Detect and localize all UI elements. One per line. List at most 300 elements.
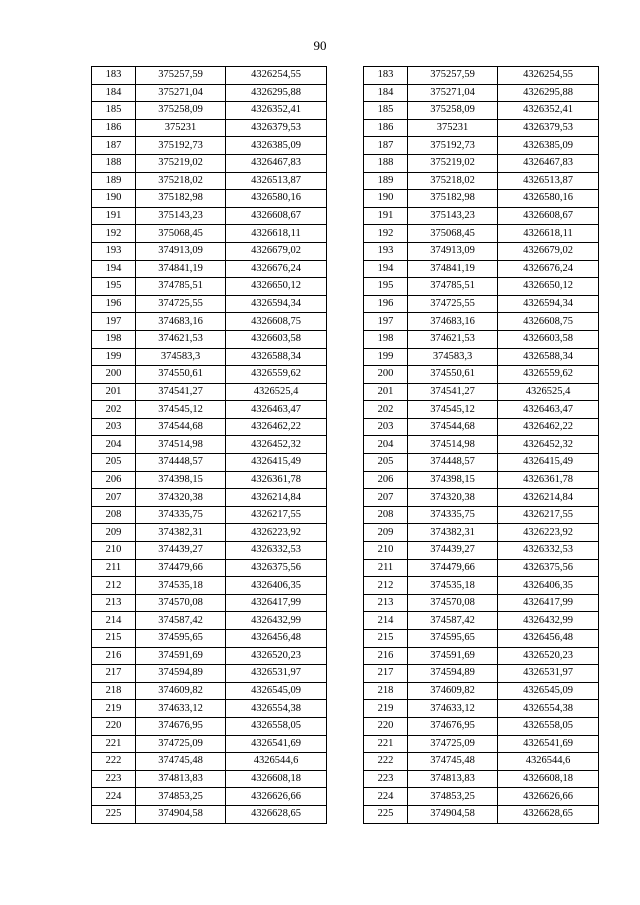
x-coordinate-cell: 374813,83 [136,770,226,788]
table-row [364,612,599,630]
y-coordinate-cell: 4326361,78 [226,471,327,489]
table-row [364,190,599,208]
y-coordinate-cell: 4326580,16 [498,190,599,208]
x-coordinate-cell: 374545,12 [408,401,498,419]
table-row [92,295,327,313]
table-row [92,401,327,419]
table-row [92,119,327,137]
x-coordinate-cell: 374591,69 [136,647,226,665]
y-coordinate-cell: 4326608,18 [498,770,599,788]
x-coordinate-cell: 374439,27 [408,542,498,560]
x-coordinate-cell: 374676,95 [136,717,226,735]
point-number-cell: 188 [92,154,136,172]
x-coordinate-cell: 374448,57 [136,454,226,472]
y-coordinate-cell: 4326462,22 [226,418,327,436]
table-row [364,577,599,595]
x-coordinate-cell: 375257,59 [136,67,226,85]
y-coordinate-cell: 4326531,97 [498,665,599,683]
table-row [92,383,327,401]
y-coordinate-cell: 4326254,55 [498,67,599,85]
y-coordinate-cell: 4326462,22 [498,418,599,436]
y-coordinate-cell: 4326456,48 [498,630,599,648]
y-coordinate-cell: 4326214,84 [226,489,327,507]
x-coordinate-cell: 374841,19 [136,260,226,278]
x-coordinate-cell: 374335,75 [408,506,498,524]
point-number-cell: 190 [364,190,408,208]
point-number-cell: 194 [92,260,136,278]
point-number-cell: 205 [92,454,136,472]
table-row [92,805,327,823]
x-coordinate-cell: 374514,98 [136,436,226,454]
x-coordinate-cell: 374621,53 [136,330,226,348]
y-coordinate-cell: 4326541,69 [498,735,599,753]
y-coordinate-cell: 4326608,18 [226,770,327,788]
x-coordinate-cell: 374448,57 [408,454,498,472]
table-row [364,506,599,524]
point-number-cell: 208 [92,506,136,524]
point-number-cell: 204 [92,436,136,454]
y-coordinate-cell: 4326467,83 [498,154,599,172]
x-coordinate-cell: 374583,3 [408,348,498,366]
y-coordinate-cell: 4326608,75 [226,313,327,331]
point-number-cell: 186 [92,119,136,137]
point-number-cell: 204 [364,436,408,454]
table-row [92,524,327,542]
point-number-cell: 213 [92,594,136,612]
point-number-cell: 223 [364,770,408,788]
x-coordinate-cell: 375219,02 [408,154,498,172]
point-number-cell: 195 [92,278,136,296]
point-number-cell: 221 [92,735,136,753]
point-number-cell: 205 [364,454,408,472]
x-coordinate-cell: 375182,98 [408,190,498,208]
y-coordinate-cell: 4326463,47 [226,401,327,419]
x-coordinate-cell: 374570,08 [136,594,226,612]
x-coordinate-cell: 374591,69 [408,647,498,665]
point-number-cell: 209 [364,524,408,542]
point-number-cell: 192 [92,225,136,243]
y-coordinate-cell: 4326406,35 [498,577,599,595]
point-number-cell: 218 [364,682,408,700]
y-coordinate-cell: 4326650,12 [226,278,327,296]
y-coordinate-cell: 4326545,09 [226,682,327,700]
y-coordinate-cell: 4326214,84 [498,489,599,507]
y-coordinate-cell: 4326375,56 [226,559,327,577]
table-row [92,154,327,172]
y-coordinate-cell: 4326545,09 [498,682,599,700]
point-number-cell: 218 [92,682,136,700]
table-row [364,471,599,489]
point-number-cell: 191 [364,207,408,225]
table-row [364,753,599,771]
x-coordinate-cell: 375258,09 [408,102,498,120]
point-number-cell: 224 [92,788,136,806]
y-coordinate-cell: 4326352,41 [498,102,599,120]
x-coordinate-cell: 374595,65 [408,630,498,648]
x-coordinate-cell: 374550,61 [136,366,226,384]
point-number-cell: 184 [364,84,408,102]
x-coordinate-cell: 374541,27 [136,383,226,401]
x-coordinate-cell: 375231 [408,119,498,137]
table-row [92,717,327,735]
point-number-cell: 191 [92,207,136,225]
table-row [92,577,327,595]
point-number-cell: 220 [92,717,136,735]
table-row [364,805,599,823]
x-coordinate-cell: 374398,15 [408,471,498,489]
point-number-cell: 187 [92,137,136,155]
y-coordinate-cell: 4326603,58 [226,330,327,348]
table-row [364,348,599,366]
point-number-cell: 217 [92,665,136,683]
point-number-cell: 219 [92,700,136,718]
point-number-cell: 210 [364,542,408,560]
y-coordinate-cell: 4326559,62 [226,366,327,384]
y-coordinate-cell: 4326295,88 [498,84,599,102]
y-coordinate-cell: 4326679,02 [226,242,327,260]
x-coordinate-cell: 374633,12 [136,700,226,718]
x-coordinate-cell: 375192,73 [136,137,226,155]
point-number-cell: 185 [92,102,136,120]
table-row [364,770,599,788]
x-coordinate-cell: 374320,38 [408,489,498,507]
table-row [92,172,327,190]
point-number-cell: 207 [364,489,408,507]
table-row [364,383,599,401]
table-row [92,735,327,753]
table-row [364,84,599,102]
x-coordinate-cell: 374535,18 [136,577,226,595]
x-coordinate-cell: 374535,18 [408,577,498,595]
point-number-cell: 203 [92,418,136,436]
x-coordinate-cell: 375218,02 [408,172,498,190]
x-coordinate-cell: 374621,53 [408,330,498,348]
y-coordinate-cell: 4326580,16 [226,190,327,208]
x-coordinate-cell: 374676,95 [408,717,498,735]
table-row [364,172,599,190]
y-coordinate-cell: 4326558,05 [226,717,327,735]
table-row [364,260,599,278]
x-coordinate-cell: 374745,48 [136,753,226,771]
table-row [92,207,327,225]
table-row [364,524,599,542]
x-coordinate-cell: 374594,89 [136,665,226,683]
y-coordinate-cell: 4326558,05 [498,717,599,735]
table-row [364,717,599,735]
y-coordinate-cell: 4326520,23 [226,647,327,665]
x-coordinate-cell: 374725,09 [136,735,226,753]
x-coordinate-cell: 374595,65 [136,630,226,648]
x-coordinate-cell: 374633,12 [408,700,498,718]
point-number-cell: 213 [364,594,408,612]
x-coordinate-cell: 375192,73 [408,137,498,155]
point-number-cell: 196 [92,295,136,313]
x-coordinate-cell: 374853,25 [136,788,226,806]
y-coordinate-cell: 4326626,66 [226,788,327,806]
point-number-cell: 210 [92,542,136,560]
x-coordinate-cell: 374570,08 [408,594,498,612]
x-coordinate-cell: 374609,82 [136,682,226,700]
table-row [92,454,327,472]
table-row [364,295,599,313]
point-number-cell: 207 [92,489,136,507]
point-number-cell: 201 [92,383,136,401]
y-coordinate-cell: 4326544,6 [498,753,599,771]
y-coordinate-cell: 4326295,88 [226,84,327,102]
point-number-cell: 208 [364,506,408,524]
table-row [364,207,599,225]
point-number-cell: 197 [92,313,136,331]
x-coordinate-cell: 374904,58 [136,805,226,823]
x-coordinate-cell: 375068,45 [136,225,226,243]
y-coordinate-cell: 4326417,99 [498,594,599,612]
y-coordinate-cell: 4326379,53 [226,119,327,137]
x-coordinate-cell: 374544,68 [136,418,226,436]
point-number-cell: 184 [92,84,136,102]
point-number-cell: 217 [364,665,408,683]
x-coordinate-cell: 375182,98 [136,190,226,208]
x-coordinate-cell: 374683,16 [408,313,498,331]
table-row [364,489,599,507]
point-number-cell: 199 [364,348,408,366]
point-number-cell: 185 [364,102,408,120]
x-coordinate-cell: 374725,09 [408,735,498,753]
table-row [92,559,327,577]
y-coordinate-cell: 4326432,99 [226,612,327,630]
x-coordinate-cell: 374913,09 [408,242,498,260]
table-row [364,225,599,243]
y-coordinate-cell: 4326415,49 [498,454,599,472]
x-coordinate-cell: 374609,82 [408,682,498,700]
point-number-cell: 219 [364,700,408,718]
point-number-cell: 197 [364,313,408,331]
table-row [364,630,599,648]
y-coordinate-cell: 4326361,78 [498,471,599,489]
y-coordinate-cell: 4326217,55 [498,506,599,524]
y-coordinate-cell: 4326417,99 [226,594,327,612]
table-row [92,542,327,560]
y-coordinate-cell: 4326554,38 [226,700,327,718]
point-number-cell: 206 [92,471,136,489]
point-number-cell: 206 [364,471,408,489]
table-row [364,137,599,155]
table-row [92,190,327,208]
y-coordinate-cell: 4326332,53 [226,542,327,560]
point-number-cell: 225 [92,805,136,823]
y-coordinate-cell: 4326385,09 [226,137,327,155]
point-number-cell: 189 [364,172,408,190]
point-number-cell: 202 [364,401,408,419]
y-coordinate-cell: 4326513,87 [498,172,599,190]
point-number-cell: 183 [92,67,136,85]
y-coordinate-cell: 4326452,32 [498,436,599,454]
point-number-cell: 215 [364,630,408,648]
table-row [92,506,327,524]
table-row [92,137,327,155]
y-coordinate-cell: 4326676,24 [226,260,327,278]
table-row [364,700,599,718]
y-coordinate-cell: 4326594,34 [498,295,599,313]
point-number-cell: 188 [364,154,408,172]
x-coordinate-cell: 374725,55 [408,295,498,313]
point-number-cell: 193 [364,242,408,260]
point-number-cell: 200 [92,366,136,384]
table-row [92,682,327,700]
y-coordinate-cell: 4326608,67 [498,207,599,225]
x-coordinate-cell: 374813,83 [408,770,498,788]
x-coordinate-cell: 374479,66 [408,559,498,577]
table-row [92,67,327,85]
y-coordinate-cell: 4326352,41 [226,102,327,120]
x-coordinate-cell: 374439,27 [136,542,226,560]
x-coordinate-cell: 374683,16 [136,313,226,331]
point-number-cell: 211 [92,559,136,577]
x-coordinate-cell: 374853,25 [408,788,498,806]
table-row [364,647,599,665]
x-coordinate-cell: 374544,68 [408,418,498,436]
x-coordinate-cell: 374514,98 [408,436,498,454]
table-row [92,630,327,648]
table-row [364,454,599,472]
y-coordinate-cell: 4326217,55 [226,506,327,524]
point-number-cell: 198 [364,330,408,348]
y-coordinate-cell: 4326541,69 [226,735,327,753]
table-row [92,278,327,296]
page-number: 90 [313,38,327,53]
y-coordinate-cell: 4326467,83 [226,154,327,172]
x-coordinate-cell: 375271,04 [408,84,498,102]
table-row [364,313,599,331]
x-coordinate-cell: 374587,42 [136,612,226,630]
point-number-cell: 212 [364,577,408,595]
table-row [364,366,599,384]
y-coordinate-cell: 4326385,09 [498,137,599,155]
x-coordinate-cell: 374785,51 [136,278,226,296]
coordinates-table-left [91,66,327,824]
coordinates-table-right [363,66,599,824]
y-coordinate-cell: 4326379,53 [498,119,599,137]
x-coordinate-cell: 375218,02 [136,172,226,190]
x-coordinate-cell: 374594,89 [408,665,498,683]
x-coordinate-cell: 375258,09 [136,102,226,120]
x-coordinate-cell: 374745,48 [408,753,498,771]
y-coordinate-cell: 4326531,97 [226,665,327,683]
y-coordinate-cell: 4326650,12 [498,278,599,296]
y-coordinate-cell: 4326513,87 [226,172,327,190]
y-coordinate-cell: 4326628,65 [498,805,599,823]
table-row [92,753,327,771]
y-coordinate-cell: 4326432,99 [498,612,599,630]
table-row [364,682,599,700]
y-coordinate-cell: 4326559,62 [498,366,599,384]
point-number-cell: 223 [92,770,136,788]
table-row [92,665,327,683]
x-coordinate-cell: 375068,45 [408,225,498,243]
y-coordinate-cell: 4326456,48 [226,630,327,648]
x-coordinate-cell: 374913,09 [136,242,226,260]
y-coordinate-cell: 4326452,32 [226,436,327,454]
x-coordinate-cell: 375231 [136,119,226,137]
point-number-cell: 220 [364,717,408,735]
x-coordinate-cell: 374550,61 [408,366,498,384]
table-row [92,225,327,243]
point-number-cell: 189 [92,172,136,190]
table-row [364,594,599,612]
y-coordinate-cell: 4326406,35 [226,577,327,595]
table-row [364,418,599,436]
x-coordinate-cell: 374587,42 [408,612,498,630]
y-coordinate-cell: 4326676,24 [498,260,599,278]
table-row [92,700,327,718]
y-coordinate-cell: 4326463,47 [498,401,599,419]
point-number-cell: 193 [92,242,136,260]
table-row [92,436,327,454]
table-row [364,735,599,753]
table-row [364,102,599,120]
point-number-cell: 202 [92,401,136,419]
table-row [364,788,599,806]
y-coordinate-cell: 4326618,11 [226,225,327,243]
table-row [92,84,327,102]
table-row [92,594,327,612]
point-number-cell: 222 [364,753,408,771]
x-coordinate-cell: 374583,3 [136,348,226,366]
table-row [92,366,327,384]
table-row [92,770,327,788]
point-number-cell: 214 [92,612,136,630]
point-number-cell: 186 [364,119,408,137]
x-coordinate-cell: 374398,15 [136,471,226,489]
y-coordinate-cell: 4326223,92 [498,524,599,542]
point-number-cell: 203 [364,418,408,436]
x-coordinate-cell: 374320,38 [136,489,226,507]
point-number-cell: 195 [364,278,408,296]
table-row [92,313,327,331]
table-row [364,542,599,560]
point-number-cell: 187 [364,137,408,155]
y-coordinate-cell: 4326679,02 [498,242,599,260]
y-coordinate-cell: 4326603,58 [498,330,599,348]
x-coordinate-cell: 375143,23 [408,207,498,225]
x-coordinate-cell: 374725,55 [136,295,226,313]
point-number-cell: 214 [364,612,408,630]
table-row [364,119,599,137]
table-row [364,330,599,348]
table-row [364,67,599,85]
table-row [92,242,327,260]
y-coordinate-cell: 4326525,4 [226,383,327,401]
point-number-cell: 225 [364,805,408,823]
table-row [364,401,599,419]
table-row [92,330,327,348]
point-number-cell: 194 [364,260,408,278]
point-number-cell: 216 [364,647,408,665]
y-coordinate-cell: 4326608,75 [498,313,599,331]
table-row [92,260,327,278]
point-number-cell: 201 [364,383,408,401]
x-coordinate-cell: 374479,66 [136,559,226,577]
y-coordinate-cell: 4326626,66 [498,788,599,806]
x-coordinate-cell: 374785,51 [408,278,498,296]
point-number-cell: 199 [92,348,136,366]
point-number-cell: 221 [364,735,408,753]
x-coordinate-cell: 375257,59 [408,67,498,85]
table-row [364,242,599,260]
x-coordinate-cell: 374541,27 [408,383,498,401]
point-number-cell: 183 [364,67,408,85]
x-coordinate-cell: 375143,23 [136,207,226,225]
x-coordinate-cell: 374382,31 [408,524,498,542]
